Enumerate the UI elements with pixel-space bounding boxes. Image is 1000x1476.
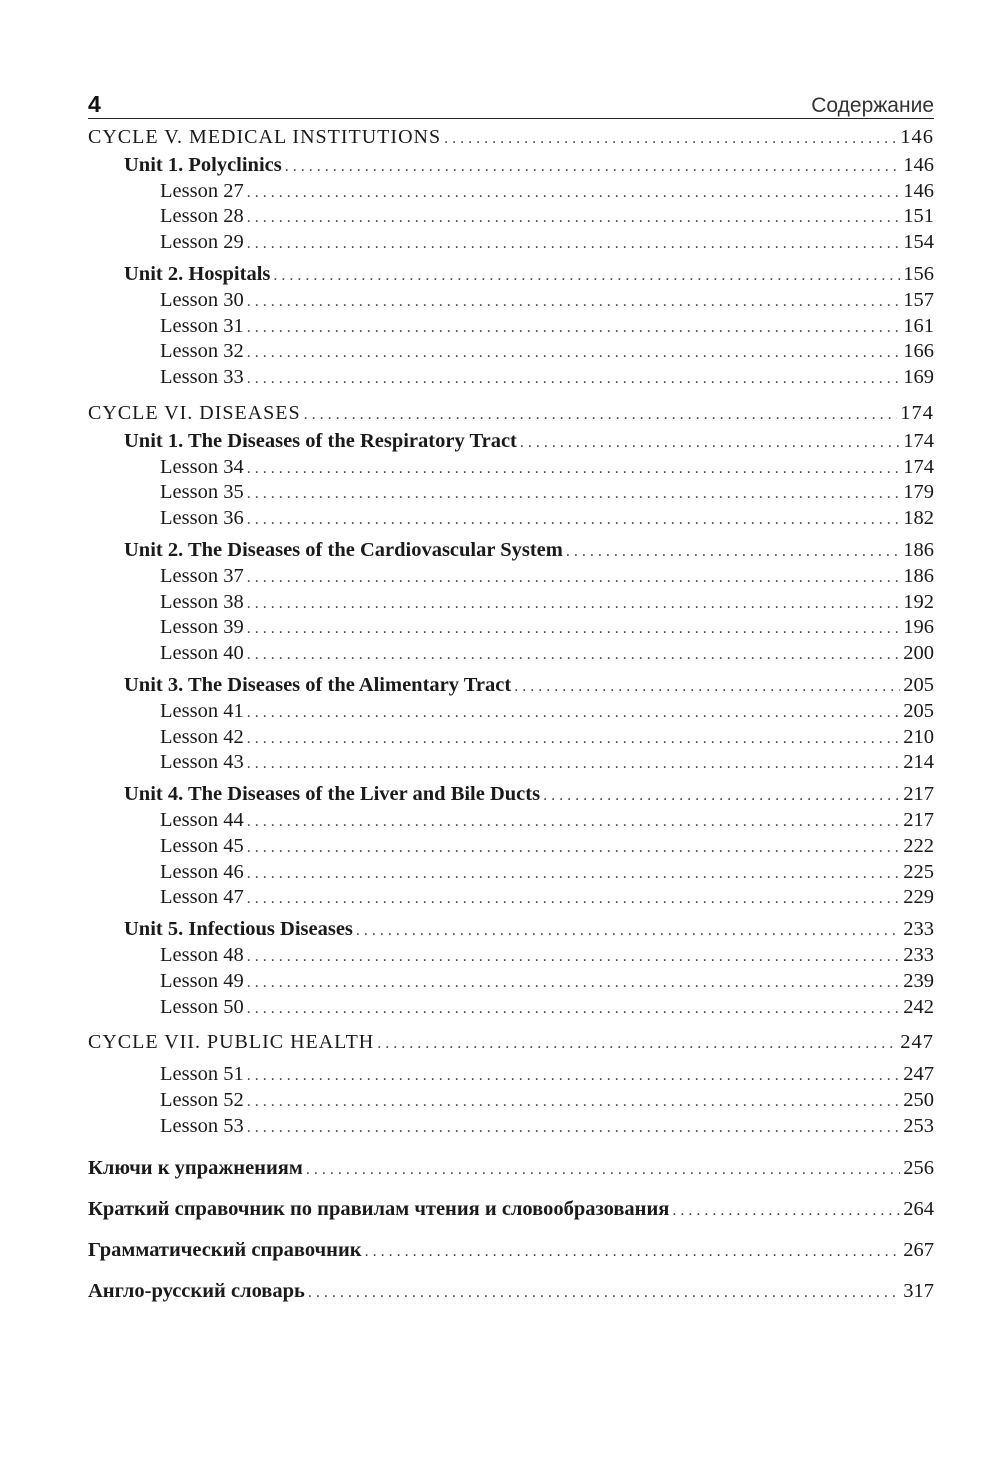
toc-entry-appendix [88,1156,934,1182]
dot-leader [247,340,901,366]
toc-entry-lesson [88,808,934,834]
toc-entry-label: Unit 2. The Diseases of the Cardiovascular System [124,538,563,561]
dot-leader [308,1280,900,1306]
toc-entry-unit [88,538,934,564]
toc-entry-page: 182 [903,507,934,530]
toc-entry-label: Lesson 53 [160,1114,244,1137]
toc-entry-page: 157 [903,288,934,311]
toc-entry-lesson [88,725,934,751]
toc-entry-label: Краткий справочник по правилам чтения и словообразования [88,1198,670,1221]
toc-entry-lesson [88,885,934,911]
dot-leader [247,180,901,206]
toc-entry-label: Lesson 30 [160,288,244,311]
dot-leader [247,616,901,642]
toc-entry-lesson [88,204,934,230]
toc-entry-page: 250 [903,1088,934,1111]
toc-entry-page: 253 [903,1114,934,1137]
toc-entry-cycle [88,1030,934,1056]
toc-entry-page: 225 [903,860,934,883]
toc-entry-page: 264 [903,1198,934,1221]
toc-entry-label: Lesson 32 [160,340,244,363]
toc-entry-page: 169 [903,366,934,389]
toc-entry-lesson [88,860,934,886]
dot-leader [365,1239,901,1265]
toc-entry-page: 217 [903,808,934,831]
toc-entry-label: Lesson 46 [160,860,244,883]
toc-entry-lesson [88,750,934,776]
dot-leader [247,366,901,392]
toc-entry-page: 179 [903,481,934,504]
dot-leader [247,507,901,533]
dot-leader [247,1063,901,1089]
dot-leader [247,1089,901,1115]
toc-entry-appendix [88,1279,934,1305]
toc-entry-label: Lesson 42 [160,725,244,748]
toc-entry-page: 214 [903,751,934,774]
toc-entry-label: Lesson 43 [160,751,244,774]
toc-entry-page: 233 [903,918,934,941]
toc-entry-lesson [88,288,934,314]
toc-entry-unit [88,153,934,179]
toc-entry-appendix [88,1238,934,1264]
dot-leader [247,700,901,726]
toc-entry-label: Lesson 35 [160,481,244,504]
toc-entry-page: 146 [903,153,934,176]
toc-entry-label: Lesson 41 [160,699,244,722]
toc-entry-unit [88,917,934,943]
dot-leader [520,430,900,456]
dot-leader [247,996,901,1022]
toc-entry-lesson [88,995,934,1021]
toc-entry-unit [88,429,934,455]
toc-entry-page: 174 [900,401,934,424]
toc-entry-page: 256 [903,1157,934,1180]
dot-leader [247,231,901,257]
toc-entry-label: Lesson 31 [160,314,244,337]
toc-entry-page: 156 [903,262,934,285]
dot-leader [247,886,901,912]
dot-leader [247,205,901,231]
dot-leader [247,861,901,887]
toc-entry-label: Lesson 40 [160,642,244,665]
toc-entry-label: Lesson 27 [160,179,244,202]
toc-entry-label: CYCLE VII. PUBLIC HEALTH [88,1031,375,1054]
toc-entry-lesson [88,969,934,995]
toc-entry-label: Ключи к упражнениям [88,1157,303,1180]
toc-entry-page: 205 [903,673,934,696]
page-number: 4 [88,91,101,117]
toc-entry-lesson [88,564,934,590]
toc-entry-label: Lesson 51 [160,1063,244,1086]
dot-leader [247,456,901,482]
toc-entry-page: 186 [903,564,934,587]
running-title: Содержание [811,94,934,117]
toc-entry-label: Unit 2. Hospitals [124,262,271,285]
toc-entry-lesson [88,506,934,532]
toc-entry-cycle [88,401,934,427]
toc-page [88,86,934,1305]
dot-leader [247,315,901,341]
dot-leader [672,1198,900,1224]
dot-leader [377,1031,897,1057]
dot-leader [514,674,900,700]
dot-leader [247,1115,901,1141]
toc-entry-lesson [88,615,934,641]
toc-entry-lesson [88,641,934,667]
dot-leader [247,289,901,315]
table-of-contents [88,125,934,1305]
dot-leader [247,642,901,668]
toc-entry-lesson [88,455,934,481]
toc-entry-label: Lesson 48 [160,943,244,966]
toc-entry-page: 210 [903,725,934,748]
toc-entry-page: 229 [903,886,934,909]
toc-entry-lesson [88,365,934,391]
toc-entry-lesson [88,230,934,256]
toc-entry-page: 222 [903,834,934,857]
dot-leader [247,835,901,861]
toc-entry-label: Lesson 37 [160,564,244,587]
toc-entry-page: 174 [903,455,934,478]
toc-entry-page: 192 [903,590,934,613]
dot-leader [285,154,901,180]
toc-entry-label: Lesson 52 [160,1088,244,1111]
dot-leader [444,126,897,152]
dot-leader [247,751,901,777]
toc-entry-label: Lesson 39 [160,616,244,639]
dot-leader [247,591,901,617]
toc-entry-label: Unit 4. The Diseases of the Liver and Bile Ducts [124,783,541,806]
toc-entry-lesson [88,314,934,340]
dot-leader [273,263,900,289]
toc-entry-unit [88,262,934,288]
toc-entry-page: 146 [903,179,934,202]
toc-entry-page: 239 [903,969,934,992]
dot-leader [247,726,901,752]
dot-leader [306,1157,900,1183]
toc-entry-page: 247 [900,1031,934,1054]
toc-entry-label: Lesson 47 [160,886,244,909]
toc-entry-lesson [88,943,934,969]
toc-entry-label: CYCLE VI. DISEASES [88,401,301,424]
toc-entry-page: 247 [903,1063,934,1086]
toc-entry-lesson [88,480,934,506]
toc-entry-lesson [88,699,934,725]
dot-leader [543,783,900,809]
toc-entry-unit [88,782,934,808]
toc-entry-label: Lesson 33 [160,366,244,389]
dot-leader [247,970,901,996]
toc-entry-page: 154 [903,231,934,254]
toc-entry-lesson [88,1062,934,1088]
toc-entry-lesson [88,1114,934,1140]
toc-entry-label: Lesson 36 [160,507,244,530]
toc-entry-label: Грамматический справочник [88,1239,362,1262]
toc-entry-label: Lesson 45 [160,834,244,857]
dot-leader [247,565,901,591]
toc-entry-lesson [88,1088,934,1114]
toc-entry-label: Unit 5. Infectious Diseases [124,918,353,941]
toc-entry-label: Lesson 29 [160,231,244,254]
toc-entry-label: Lesson 28 [160,205,244,228]
toc-entry-label: Unit 3. The Diseases of the Alimentary Tract [124,673,512,696]
toc-entry-page: 186 [903,538,934,561]
toc-entry-page: 242 [903,995,934,1018]
toc-entry-label: Lesson 38 [160,590,244,613]
toc-entry-page: 200 [903,642,934,665]
toc-entry-cycle [88,125,934,151]
dot-leader [304,402,898,428]
toc-entry-page: 166 [903,340,934,363]
toc-entry-page: 205 [903,699,934,722]
toc-entry-page: 233 [903,943,934,966]
toc-entry-label: Lesson 50 [160,995,244,1018]
toc-entry-page: 174 [903,429,934,452]
toc-entry-page: 267 [903,1239,934,1262]
toc-entry-label: Lesson 34 [160,455,244,478]
toc-entry-page: 151 [903,205,934,228]
dot-leader [356,918,900,944]
toc-entry-lesson [88,339,934,365]
toc-entry-page: 161 [903,314,934,337]
toc-entry-page: 146 [900,126,934,148]
dot-leader [247,481,901,507]
toc-entry-appendix [88,1197,934,1223]
toc-entry-unit [88,673,934,699]
toc-entry-lesson [88,179,934,205]
toc-entry-label: Lesson 44 [160,808,244,831]
toc-entry-label: CYCLE V. MEDICAL INSTITUTIONS [88,126,442,148]
toc-entry-page: 217 [903,783,934,806]
page-header [88,86,934,119]
dot-leader [566,539,900,565]
toc-entry-page: 317 [903,1279,934,1302]
toc-entry-label: Unit 1. The Diseases of the Respiratory Tract [124,429,517,452]
toc-entry-lesson [88,590,934,616]
toc-entry-page: 196 [903,616,934,639]
toc-entry-label: Unit 1. Polyclinics [124,153,282,176]
toc-entry-lesson [88,834,934,860]
dot-leader [247,809,901,835]
toc-entry-label: Lesson 49 [160,969,244,992]
toc-entry-label: Англо-русский словарь [88,1279,305,1302]
dot-leader [247,944,901,970]
